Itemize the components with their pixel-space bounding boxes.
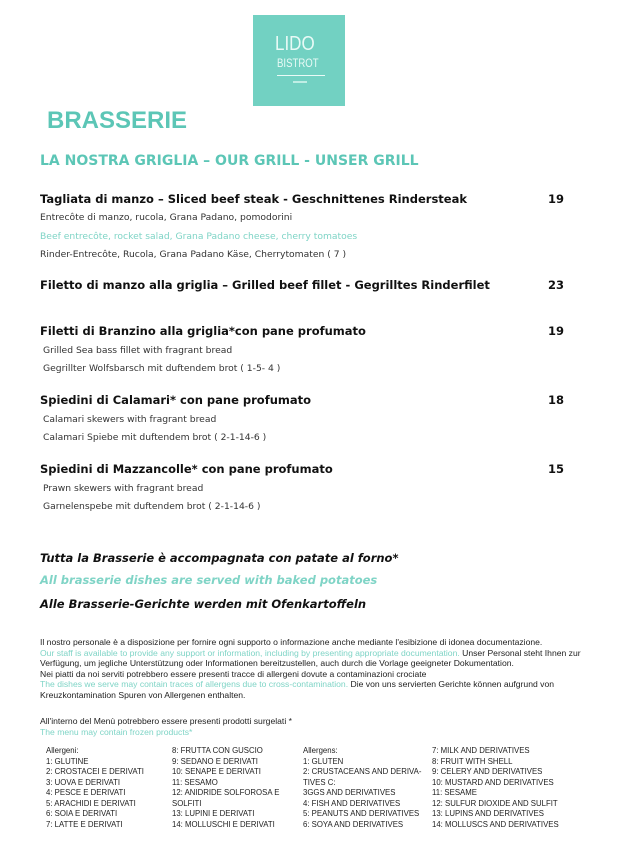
allergen-item: 14: MOLLUSCS AND DERIVATIVES [432, 819, 559, 829]
allergen-item: 4: PESCE E DERIVATI [46, 788, 126, 797]
allergen-item: 1: GLUTEN [303, 756, 344, 766]
allergen-item: 7: LATTE E DERIVATI [46, 819, 123, 829]
dish-desc-en: Prawn skewers with fragrant bread [43, 483, 204, 494]
logo-divider [277, 75, 325, 76]
dish-desc-de: Rinder-Entrecôte, Rucola, Grana Padano Käse, Cherrytomaten ( 7 ) [40, 249, 347, 260]
dish-price: 18 [548, 393, 565, 407]
allergen-item: TIVES C: [303, 777, 336, 787]
section-title: LA NOSTRA GRIGLIA – OUR GRILL - UNSER GRILL [40, 153, 419, 169]
cross-notice-de: Die von uns servierten Gerichte können aufgrund von Kreuzkontamination Spuren von Allergenen enthalten. [40, 679, 555, 700]
allergen-item: 13: LUPINI E DERIVATI [172, 809, 255, 818]
allergen-item: 8: FRUIT WITH SHELL [432, 756, 513, 766]
dish-title: Filetto di manzo alla griglia – Grilled beef fillet - Gegrilltes Rinderfilet [40, 278, 490, 292]
dish-desc-de: Gegrillter Wolfsbarsch mit duftendem brot ( 1-5- 4 ) [43, 363, 281, 374]
allergens-en-title: Allergens: [303, 746, 338, 755]
allergen-item: 7: MILK AND DERIVATIVES [432, 746, 530, 755]
allergen-item: SOLFITI [172, 798, 202, 808]
allergen-item: 12: SULFUR DIOXIDE AND SULFIT [432, 798, 558, 808]
dish-title: Spiedini di Mazzancolle* con pane profumato [40, 462, 333, 476]
dish-price: 19 [548, 192, 565, 206]
dish-price: 19 [548, 324, 565, 338]
dish-desc-de: Calamari Spiebe mit duftendem brot ( 2-1-14-6 ) [43, 432, 267, 443]
sides-note-en: All brasserie dishes are served with baked potatoes [40, 573, 378, 587]
dish-title: Filetti di Branzino alla griglia*con pane profumato [40, 324, 366, 338]
dish-title: Spiedini di Calamari* con pane profumato [40, 393, 312, 407]
sides-note-it: Tutta la Brasserie è accompagnata con patate al forno* [40, 551, 399, 565]
dish-desc-de: Garnelenspebe mit duftendem brot ( 2-1-14-6 ) [43, 501, 261, 512]
allergen-item: 2: CRUSTACEANS AND DERIVA- [303, 767, 422, 776]
allergen-item: 8: FRUTTA CON GUSCIO [172, 746, 263, 755]
allergen-item: 10: MUSTARD AND DERIVATIVES [432, 777, 554, 787]
allergen-item: 1: GLUTINE [46, 756, 89, 766]
lido-bistrot-logo [253, 15, 345, 106]
frozen-notice-en: The menu may contain frozen products* [40, 726, 193, 737]
allergen-item: 11: SESAMO [172, 777, 218, 787]
cross-notice-it: Nei piatti da noi serviti potrebbero essere presenti tracce di allergeni dovute a contaminazioni crociate [40, 668, 427, 679]
allergen-item: 3GGS AND DERIVATIVES [303, 788, 396, 797]
allergen-item: 12: ANIDRIDE SOLFOROSA E [172, 788, 280, 797]
dish-title: Tagliata di manzo – Sliced beef steak - Geschnittenes Rindersteak [40, 192, 467, 206]
logo-tagline-mark [293, 81, 307, 83]
allergens-en-col1 [303, 746, 421, 830]
staff-notice [40, 637, 600, 700]
dish-price: 23 [548, 278, 565, 292]
allergens-en-col2 [432, 746, 559, 830]
allergen-item: 11: SESAME [432, 788, 477, 797]
staff-notice-de: Unser Personal steht Ihnen zur Verfügung, um jegliche Unterstützung oder Informationen bereitzustellen, auch durch die Vorlage geeigneter Dokumentation. [40, 647, 581, 668]
allergens-it-col2 [172, 746, 279, 830]
logo-line1: LIDO [275, 33, 315, 55]
allergen-item: 5: ARACHIDI E DERIVATI [46, 798, 136, 808]
page-title: BRASSERIE [47, 107, 188, 134]
frozen-notice [40, 716, 600, 737]
allergens-it-col1 [46, 746, 144, 830]
dish-desc-en: Grilled Sea bass fillet with fragrant bread [43, 345, 233, 356]
allergen-item: 10: SENAPE E DERIVATI [172, 767, 261, 776]
allergen-item: 5: PEANUTS AND DERIVATIVES [303, 809, 420, 818]
allergen-item: 9: CELERY AND DERIVATIVES [432, 767, 543, 776]
frozen-notice-it: All'interno del Menù potrebbero essere presenti prodotti surgelati * [40, 716, 292, 726]
allergens-it-title: Allergeni: [46, 746, 79, 755]
allergen-item: 6: SOYA AND DERIVATIVES [303, 819, 404, 829]
allergen-item: 14: MOLLUSCHI E DERIVATI [172, 819, 275, 829]
allergen-item: 3: UOVA E DERIVATI [46, 777, 121, 787]
staff-notice-en: Our staff is available to provide any support or information, including by presenting appropriate documentation. [40, 647, 460, 658]
dish-desc-it: Entrecôte di manzo, rucola, Grana Padano, pomodorini [40, 212, 293, 223]
sides-note-de: Alle Brasserie-Gerichte werden mit Ofenkartoffeln [40, 597, 367, 611]
allergen-item: 9: SEDANO E DERIVATI [172, 756, 258, 766]
allergen-item: 2: CROSTACEI E DERIVATI [46, 767, 144, 776]
dish-price: 15 [548, 462, 565, 476]
staff-notice-it: Il nostro personale è a disposizione per fornire ogni supporto o informazione anche mediante l'esibizione di idonea documentazione. [40, 637, 543, 647]
dish-desc-en: Beef entrecôte, rocket salad, Grana Padano cheese, cherry tomatoes [40, 231, 358, 242]
dish-desc-en: Calamari skewers with fragrant bread [43, 414, 217, 425]
cross-notice-en: The dishes we serve may contain traces of allergens due to cross-contamination. [40, 679, 349, 689]
allergen-item: 4: FISH AND DERIVATIVES [303, 798, 401, 808]
allergen-item: 13: LUPINS AND DERIVATIVES [432, 809, 544, 818]
logo-line2: BISTROT [277, 56, 319, 70]
allergen-item: 6: SOIA E DERIVATI [46, 809, 118, 818]
